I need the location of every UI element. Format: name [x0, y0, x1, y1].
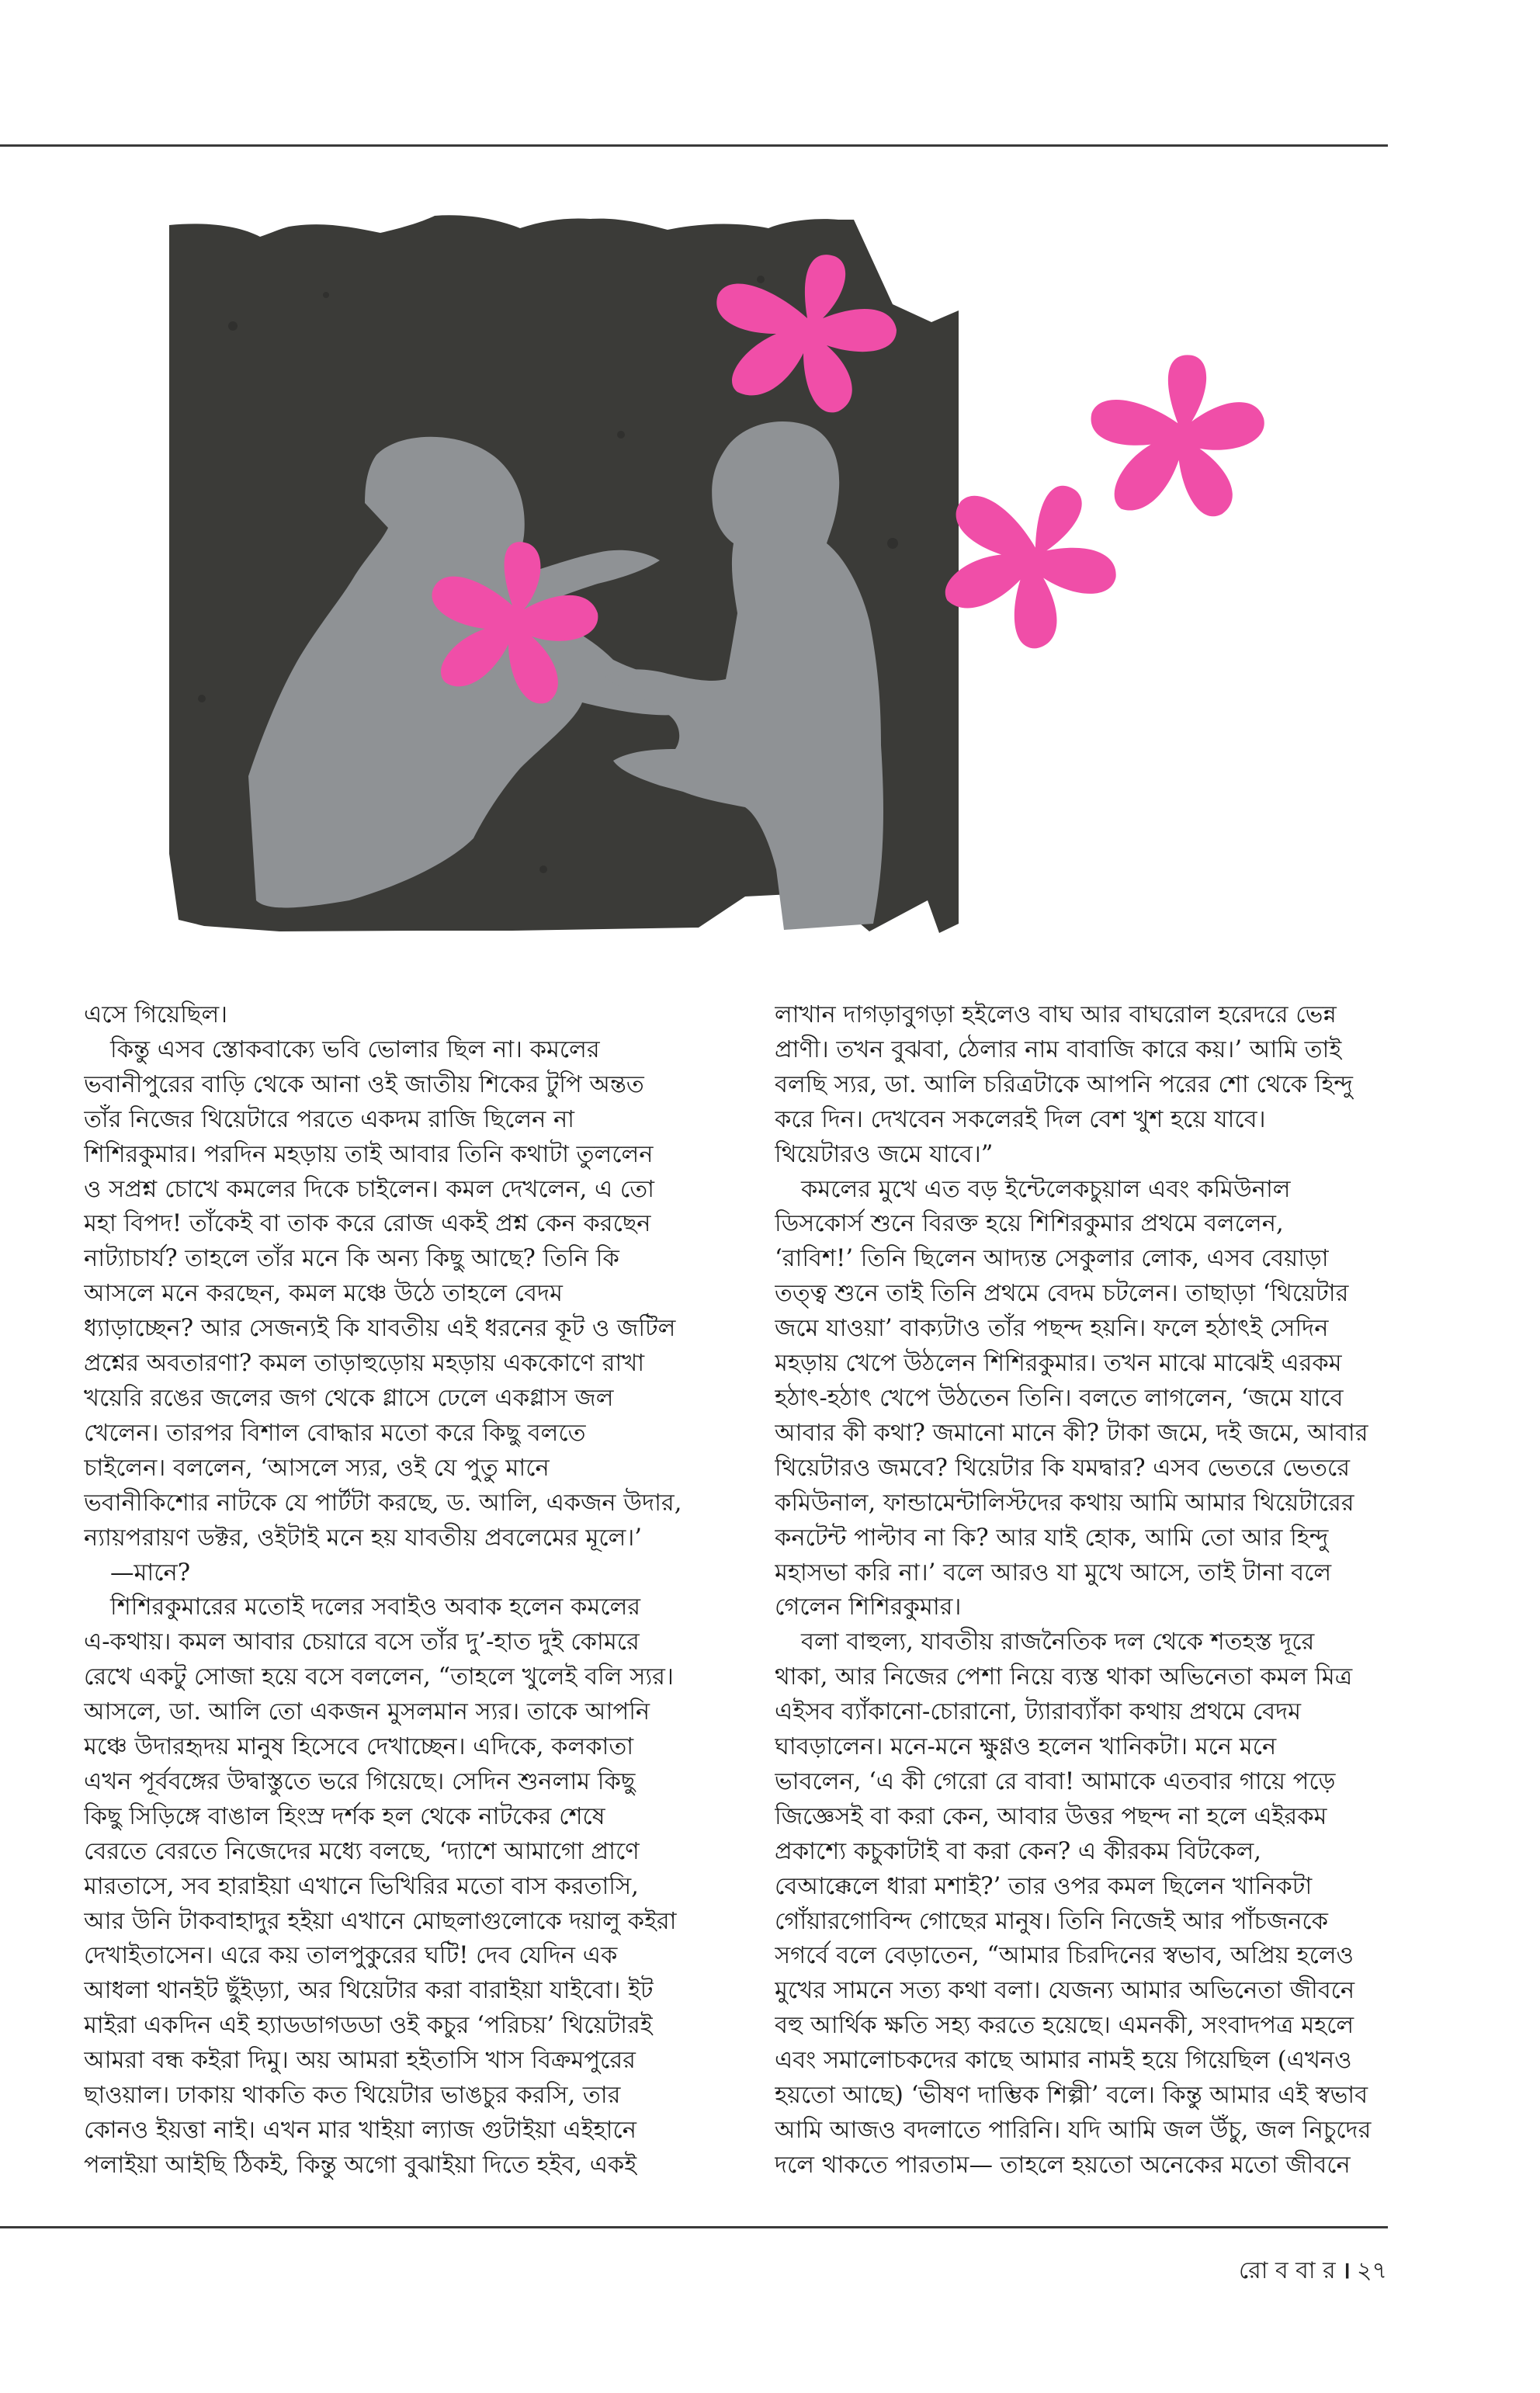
- footer-separator: ।: [1341, 2257, 1351, 2284]
- paragraph: —মানে?: [110, 1559, 191, 1587]
- page-footer: [1239, 2256, 1387, 2287]
- paragraph: শিশিরকুমারের মতোই দলের সবাইও অবাক হলেন কমলের এ-কথায়। কমল আবার চেয়ারে বসে তাঁর দু’-হাত দুই কোমরে রেখে একটু সোজা হয়ে বসে বললেন, “তাহলে খুলেই বলি স্যর। আসলে, ডা. আলি তো একজন মুসলমান স্যর। তাকে আপনি মঞ্চে উদারহৃদয় মানুষ হিসেবে দেখাচ্ছেন। এদিকে, কলকাতা এখন পূর্ববঙ্গের উদ্বাস্তুতে ভরে গিয়েছে। সেদিন শুনলাম কিছু কিছু সিড়িঙ্গে বাঙাল হিংস্র দর্শক হল থেকে নাটকের শেষে বেরতে বেরতে নিজেদের মধ্যে বলছে, ‘দ্যাশে আমাগো প্রাণে মারতাসে, সব হারাইয়া এখানে ভিখিরির মতো বাস করতাসি, আর উনি টাকবাহাদুর হইয়া এখানে মোছলাগুলোকে দয়ালু কইরা দেখাইতাসেন। এরে কয় তালপুকুরের ঘটি! দেব যেদিন এক আধলা থানইট ছুঁইড়্যা, অর থিয়েটার করা বারাইয়া যাইবো। ইট মাইরা একদিন এই হ্যাডডাগডডা ওই কচুর ‘পরিচয়’ থিয়েটারই আমরা বন্ধ কইরা দিমু। অয় আমরা হইতাসি খাস বিক্রমপুরের ছাওয়াল। ঢাকায় থাকতি কত থিয়েটার ভাঙচুর করসি, তার কোনও ইয়ত্তা নাই। এখন মার খাইয়া ল্যাজ গুটাইয়া এইহানে পলাইয়া আইছি ঠিকই, কিন্তু অগো বুঝাইয়া দিতে হইব, একই: [84, 1594, 677, 2179]
- cutout-illustration: [0, 0, 1540, 978]
- article-column-left: [84, 998, 767, 2201]
- magazine-name: রো ব বা র: [1239, 2257, 1336, 2284]
- pink-flower-far-right: [1083, 344, 1279, 535]
- article-column-right: [775, 998, 1458, 2201]
- paragraph: কিন্তু এসব স্তোকবাক্যে ভবি ভোলার ছিল না। কমলের ভবানীপুরের বাড়ি থেকে আনা ওই জাতীয় শিকের টুপি অন্তত তাঁর নিজের থিয়েটারে পরতে একদম রাজি ছিলেন না শিশিরকুমার। পরদিন মহড়ায় তাই আবার তিনি কথাটা তুললেন ও সপ্রশ্ন চোখে কমলের দিকে চাইলেন। কমল দেখলেন, এ তো মহা বিপদ! তাঁকেই বা তাক করে রোজ একই প্রশ্ন কেন করছেন নাট্যাচার্য? তাহলে তাঁর মনে কি অন্য কিছু আছে? তিনি কি আসলে মনে করছেন, কমল মঞ্চে উঠে তাহলে বেদম ধ্যাড়াচ্ছেন? আর সেজন্যই কি যাবতীয় এই ধরনের কূট ও জটিল প্রশ্নের অবতারণা? কমল তাড়াহুড়োয় মহড়ায় এককোণে রাখা খয়েরি রঙের জলের জগ থেকে গ্লাসে ঢেলে একগ্লাস জল খেলেন। তারপর বিশাল বোদ্ধার মতো করে কিছু বলতে চাইলেন। বললেন, ‘আসলে স্যর, ওই যে পুতু মানে ভবানীকিশোর নাটকে যে পার্টটা করছে, ড. আলি, একজন উদার, ন্যায়পরায়ণ ডক্টর, ওইটাই মনে হয় যাবতীয় প্রবলেমের মূলে।’: [84, 1035, 682, 1552]
- paragraph: এসে গিয়েছিল।: [84, 1001, 228, 1028]
- paragraph: কমলের মুখে এত বড় ইন্টেলেকচুয়াল এবং কমিউনাল ডিসকোর্স শুনে বিরক্ত হয়ে শিশিরকুমার প্রথমে বললেন, ‘রাবিশ!’ তিনি ছিলেন আদ্যন্ত সেকুলার লোক, এসব বেয়াড়া তত্ত্ব শুনে তাই তিনি প্রথমে বেদম চটলেন। তাছাড়া ‘থিয়েটার জমে যাওয়া’ বাক্যটাও তাঁর পছন্দ হয়নি। ফলে হঠাৎই সেদিন মহড়ায় খেপে উঠলেন শিশিরকুমার। তখন মাঝে মাঝেই এরকম হঠাৎ-হঠাৎ খেপে উঠতেন তিনি। বলতে লাগলেন, ‘জমে যাবে আবার কী কথা? জমানো মানে কী? টাকা জমে, দই জমে, আবার থিয়েটারও জমবে? থিয়েটার কি যমদ্বার? এসব ভেতরে ভেতরে কমিউনাল, ফান্ডামেন্টালিস্টদের কথায় আমি আমার থিয়েটারের কনটেন্ট পাল্টাব না কি? আর যাই হোক, আমি তো আর হিন্দু মহাসভা করি না।’ বলে আরও যা মুখে আসে, তাই টানা বলে গেলেন শিশিরকুমার।: [775, 1175, 1368, 1621]
- page-number: ২৭: [1356, 2257, 1387, 2284]
- paragraph: বলা বাহুল্য, যাবতীয় রাজনৈতিক দল থেকে শতহস্ত দূরে থাকা, আর নিজের পেশা নিয়ে ব্যস্ত থাকা অভিনেতা কমল মিত্র এইসব ব্যাঁকানো-চোরানো, ট্যারাব্যাঁকা কথায় প্রথমে বেদম ঘাবড়ালেন। মনে-মনে ক্ষুণ্ণও হলেন খানিকটা। মনে মনে ভাবলেন, ‘এ কী গেরো রে বাবা! আমাকে এতবার গায়ে পড়ে জিজ্ঞেসই বা করা কেন, আবার উত্তর পছন্দ না হলে এইরকম প্রকাশ্যে কচুকাটাই বা করা কেন? এ কীরকম বিটকেল, বেআক্কেলে ধারা মশাই?’ তার ওপর কমল ছিলেন খানিকটা গোঁয়ারগোবিন্দ গোছের মানুষ। তিনি নিজেই আর পাঁচজনকে সগর্বে বলে বেড়াতেন, “আমার চিরদিনের স্বভাব, অপ্রিয় হলেও মুখের সামনে সত্য কথা বলা। যেজন্য আমার অভিনেতা জীবনে বহু আর্থিক ক্ষতি সহ্য করতে হয়েছে। এমনকী, সংবাদপত্র মহলে এবং সমালোচকদের কাছে আমার নামই হয়ে গিয়েছিল (এখনও হয়তো আছে) ‘ভীষণ দাম্ভিক শিল্পী’ বলে। কিন্তু আমার এই স্বভাব আমি আজও বদলাতে পারিনি। যদি আমি জল উঁচু, জল নিচুদের দলে থাকতে পারতাম— তাহলে হয়তো অনেকের মতো জীবনে: [775, 1628, 1372, 2179]
- paragraph: লাখান দাগড়াবুগড়া হইলেও বাঘ আর বাঘরোল হরেদরে ভেন্ন প্রাণী। তখন বুঝবা, ঠেলার নাম বাবাজি কারে কয়।’ আমি তাই বলছি স্যর, ডা. আলি চরিত্রটাকে আপনি পরের শো থেকে হিন্দু করে দিন। দেখবেন সকলেরই দিল বেশ খুশ হয়ে যাবে। থিয়েটারও জমে যাবে।”: [775, 1001, 1354, 1168]
- footer-rule: [0, 2226, 1388, 2228]
